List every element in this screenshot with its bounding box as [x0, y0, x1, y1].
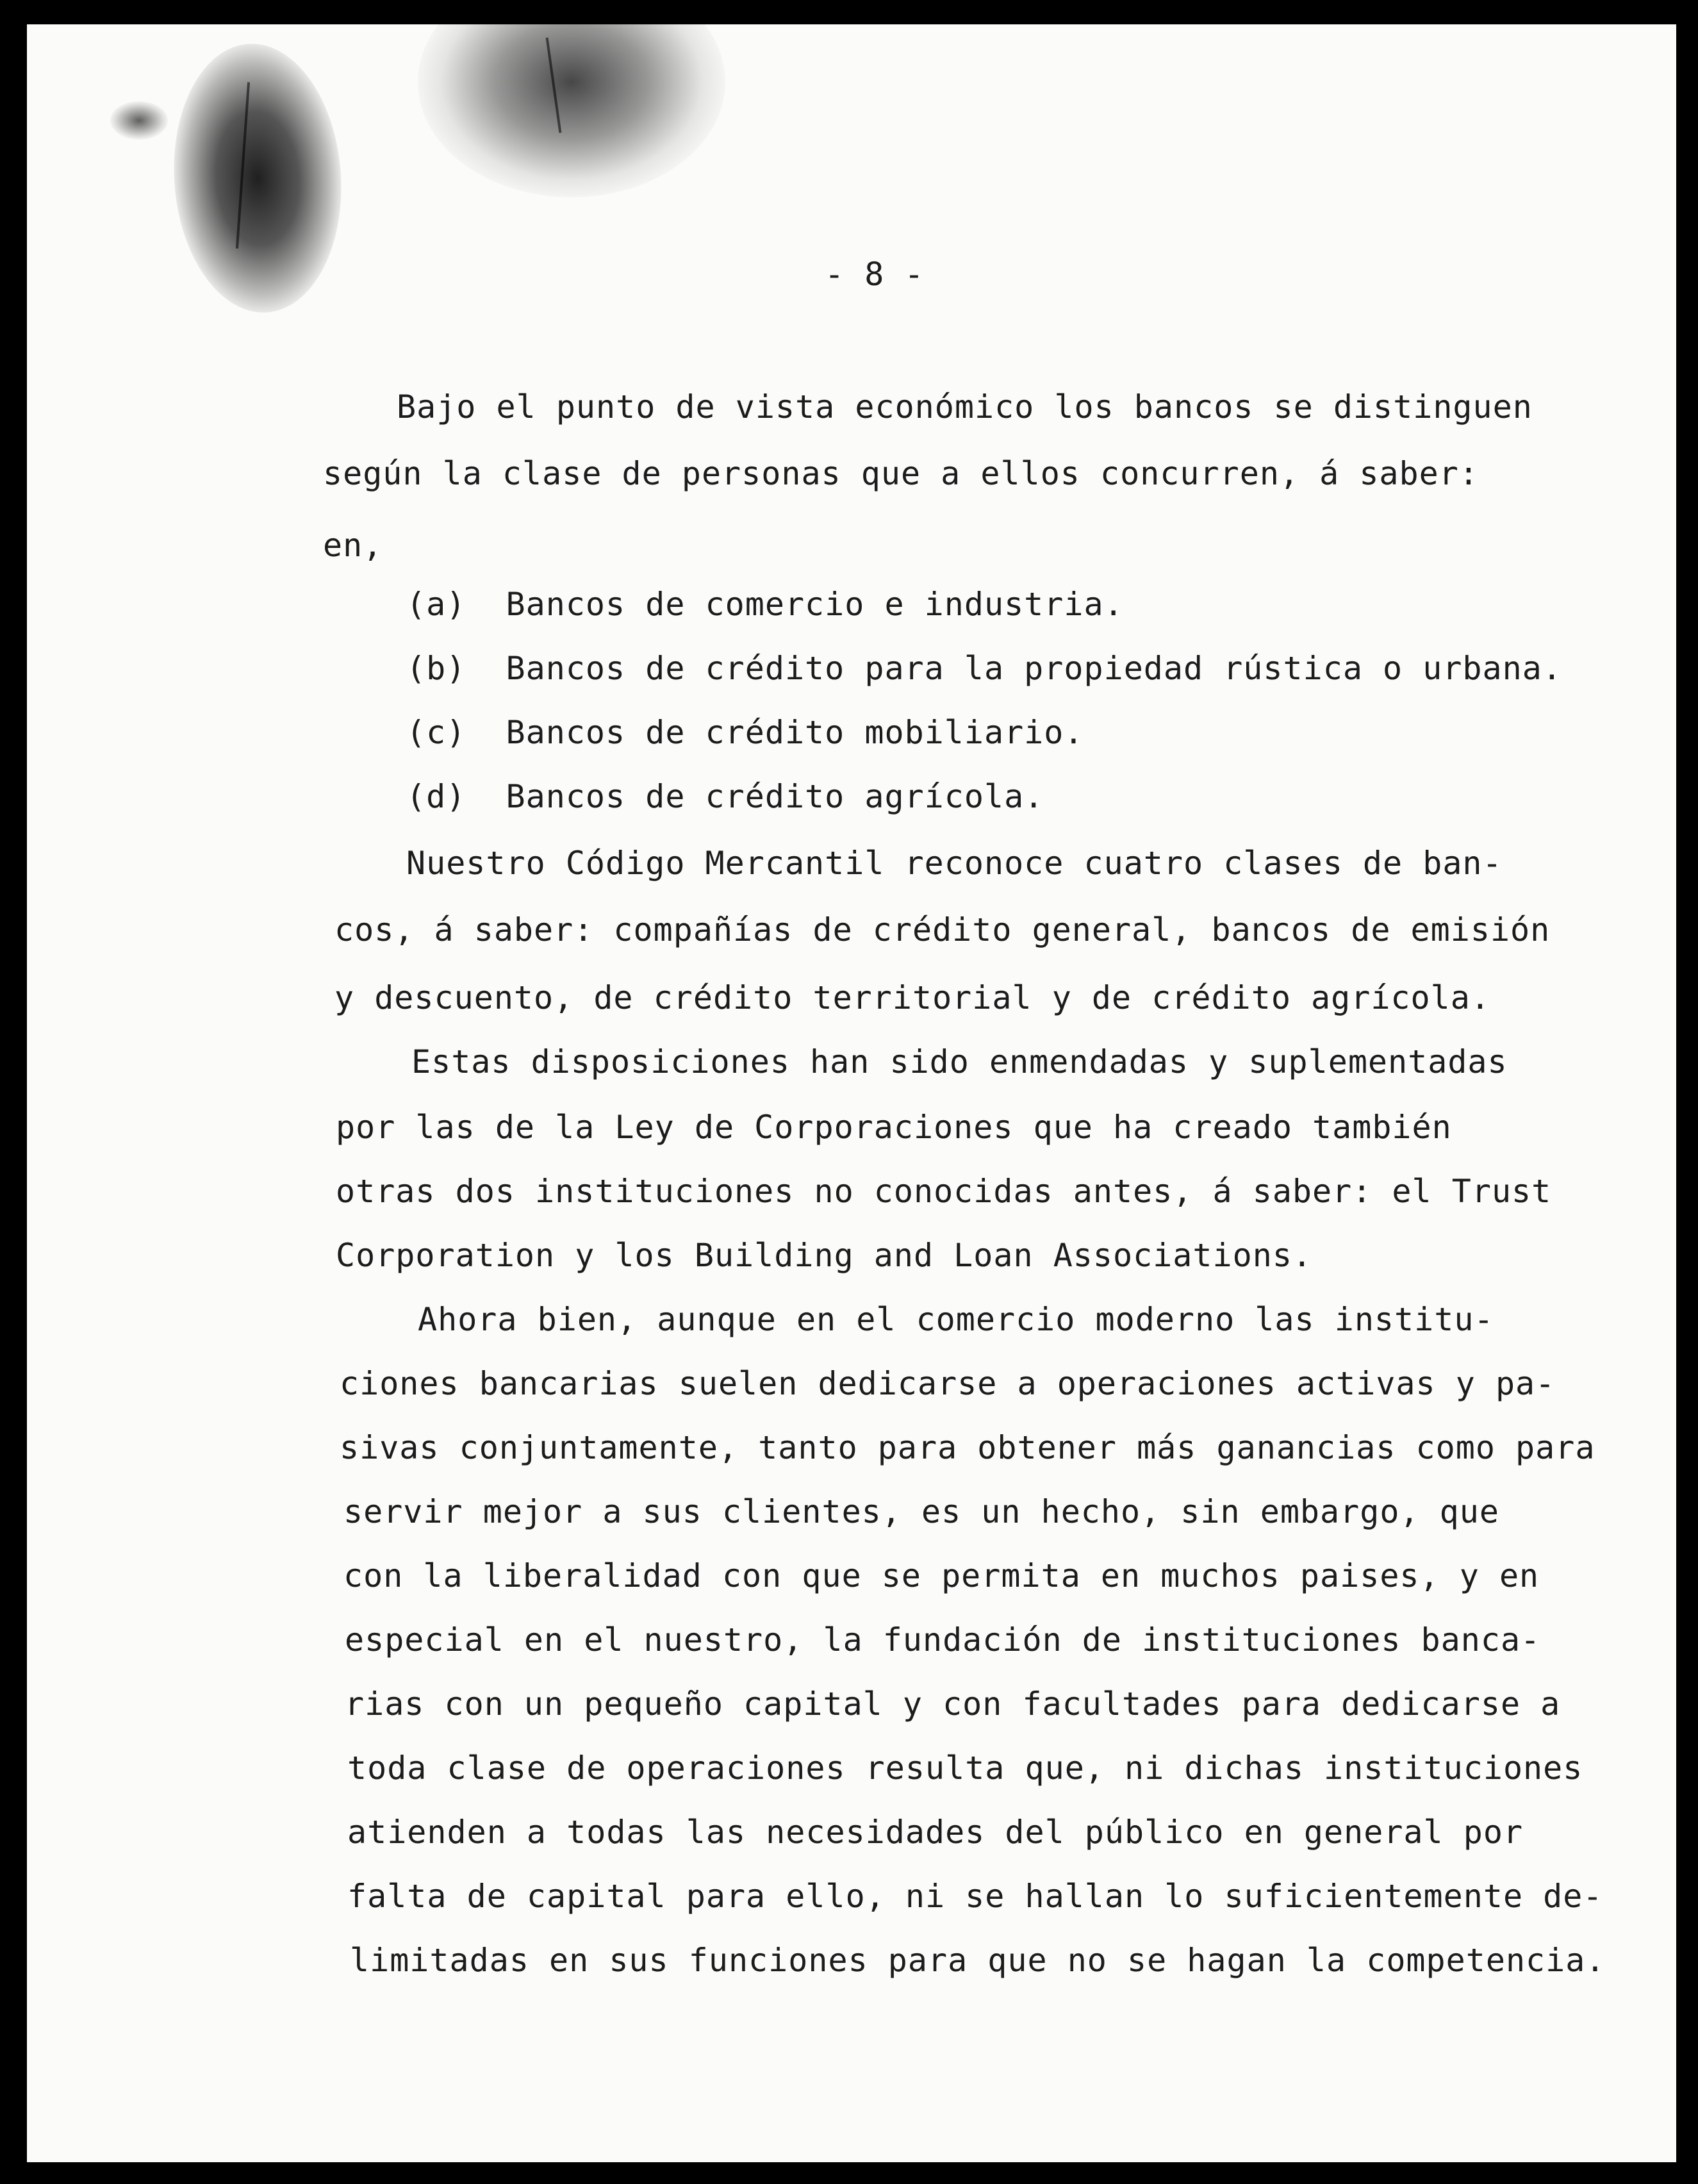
text-line: otras dos instituciones no conocidas antes, á saber: el Trust: [336, 1173, 1552, 1210]
text-line: Bajo el punto de vista económico los bancos se distinguen: [397, 388, 1533, 426]
ink-stain: [418, 24, 725, 197]
text-line: sivas conjuntamente, tanto para obtener más ganancias como para: [340, 1429, 1595, 1466]
text-line: según la clase de personas que a ellos concurren, á saber:: [323, 455, 1479, 492]
page-number: - 8 -: [825, 256, 925, 293]
text-line: Ahora bien, aunque en el comercio moderno las institu-: [418, 1301, 1494, 1338]
text-line: Estas disposiciones han sido enmendadas y suplementadas: [411, 1043, 1508, 1080]
ink-stain: [110, 101, 168, 140]
text-line: y descuento, de crédito territorial y de crédito agrícola.: [334, 979, 1490, 1016]
list-item: (a) Bancos de comercio e industria.: [406, 586, 1124, 623]
text-line: atienden a todas las necesidades del público en general por: [347, 1814, 1524, 1851]
text-line: toda clase de operaciones resulta que, ni dichas instituciones: [347, 1750, 1583, 1787]
text-line: Corporation y los Building and Loan Associations.: [336, 1237, 1313, 1274]
text-line: falta de capital para ello, ni se hallan lo suficientemente de-: [347, 1878, 1603, 1915]
list-item: (d) Bancos de crédito agrícola.: [406, 778, 1044, 815]
list-item: (c) Bancos de crédito mobiliario.: [406, 714, 1084, 751]
text-line: rias con un pequeño capital y con facultades para dedicarse a: [345, 1685, 1561, 1723]
text-line: servir mejor a sus clientes, es un hecho, sin embargo, que: [343, 1493, 1499, 1530]
text-line: limitadas en sus funciones para que no se hagan la competencia.: [350, 1942, 1606, 1979]
list-item: (b) Bancos de crédito para la propiedad rústica o urbana.: [406, 650, 1562, 687]
text-line: con la liberalidad con que se permita en muchos paises, y en: [343, 1557, 1540, 1594]
text-line: especial en el nuestro, la fundación de instituciones banca-: [345, 1621, 1541, 1659]
text-line: Nuestro Código Mercantil reconoce cuatro clases de ban-: [406, 845, 1503, 882]
ink-stain: [165, 38, 350, 318]
text-line: por las de la Ley de Corporaciones que ha creado también: [336, 1109, 1452, 1146]
typewritten-page: [27, 24, 1676, 2162]
text-line: cos, á saber: compañías de crédito general, bancos de emisión: [334, 911, 1551, 948]
text-line: ciones bancarias suelen dedicarse a operaciones activas y pa-: [340, 1365, 1556, 1402]
text-line: en,: [323, 527, 383, 564]
